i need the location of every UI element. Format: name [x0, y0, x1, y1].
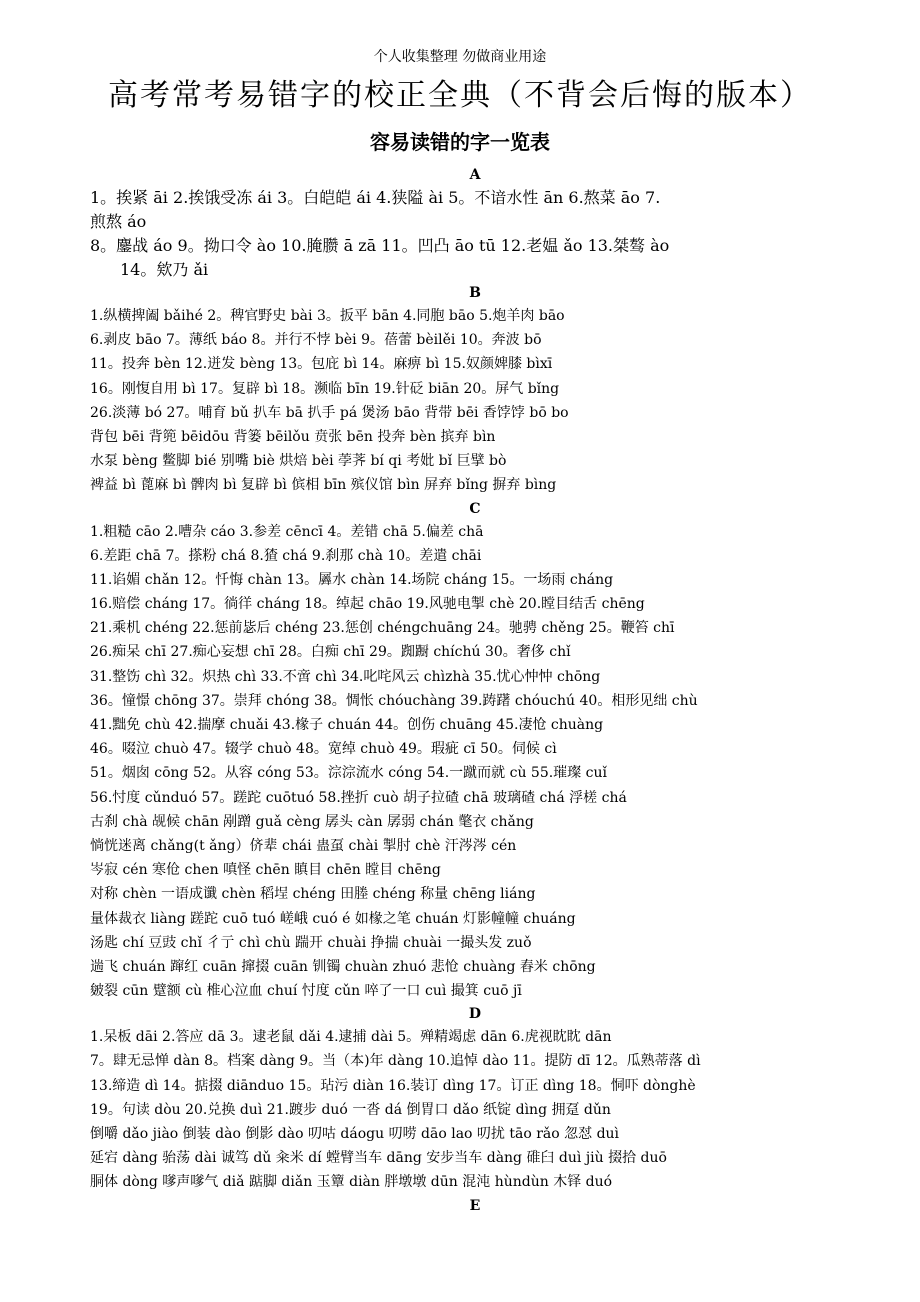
list-row: 19。句读 dòu 20.兑换 duì 21.踱步 duó 一沓 dá 倒胃口 dǎo 纸锭 dìng 拥趸 dǔn	[90, 1101, 611, 1118]
list-row: 6.剥皮 bāo 7。薄纸 báo 8。并行不悖 bèi 9。蓓蕾 bèilěi 10。奔波 bō	[90, 332, 542, 349]
list-row: 16。刚愎自用 bì 17。复辟 bì 18。濒临 bīn 19.针砭 biān 20。屏气 bǐng	[90, 380, 560, 397]
list-row: 26.淡薄 bó 27。哺育 bǔ 扒车 bā 扒手 pá 煲汤 bāo 背带 bēi 香饽饽 bō bo	[90, 404, 569, 421]
list-row: 对称 chèn 一语成谶 chèn 稻埕 chéng 田塍 chéng 称量 chēng liáng	[90, 886, 536, 903]
list-row: 36。憧憬 chōng 37。崇拜 chóng 38。惆怅 chóuchàng 39.踌躇 chóuchú 40。相形见绌 chù	[90, 692, 698, 709]
list-row: 胴体 dòng 嗲声嗲气 diǎ 踮脚 diǎn 玉簟 diàn 胖墩墩 dūn 混沌 hùndùn 木铎 duó	[90, 1174, 613, 1191]
section-heading: B	[469, 285, 481, 301]
list-row: 56.忖度 cǔnduó 57。蹉跎 cuōtuó 58.挫折 cuò 胡子拉碴 chā 玻璃碴 chá 浮槎 chá	[90, 789, 627, 806]
section-heading: A	[469, 167, 481, 183]
list-row: 26.痴呆 chī 27.痴心妄想 chī 28。白痴 chī 29。踟蹰 chíchú 30。奢侈 chǐ	[90, 644, 571, 661]
list-row: 21.乘机 chéng 22.惩前毖后 chéng 23.惩创 chéngchuāng 24。驰骋 chěng 25。鞭笞 chī	[90, 620, 675, 637]
list-row: 11。投奔 bèn 12.迸发 bèng 13。包庇 bì 14。麻痹 bì 15.奴颜婢膝 bìxī	[90, 356, 553, 373]
section-c	[90, 498, 860, 1004]
list-row: 14。欸乃 ǎi	[120, 260, 209, 279]
section-e	[90, 1195, 860, 1217]
section-heading: D	[468, 1006, 482, 1023]
list-row: 13.缔造 dì 14。掂掇 diānduo 15。玷污 diàn 16.装订 dìng 17。订正 dìng 18。恫吓 dònghè	[90, 1077, 696, 1094]
list-row: 遄飞 chuán 蹿红 cuān 撺掇 cuān 钏镯 chuàn zhuó 悲怆 chuàng 舂米 chōng	[90, 958, 596, 975]
list-row: 延宕 dàng 骀荡 dài 诚笃 dǔ 籴米 dí 螳臂当车 dāng 安步当车 dàng 碓臼 duì jiù 掇拾 duō	[90, 1150, 667, 1167]
section-b	[90, 282, 860, 498]
list-row: 1.纵横捭阖 bǎihé 2。稗官野史 bài 3。扳平 bān 4.同胞 bāo 5.炮羊肉 bāo	[90, 308, 565, 324]
list-row: 皴裂 cūn 躄额 cù 椎心泣血 chuí 忖度 cǔn 啐了一口 cuì 撮箕 cuō jī	[90, 983, 522, 1000]
list-row: 背包 bēi 背篼 bēidōu 背篓 bēilǒu 贲张 bēn 投奔 bèn 摈弃 bìn	[90, 428, 496, 445]
section-heading: E	[469, 1197, 481, 1214]
list-row: 8。鏖战 áo 9。拗口令 ào 10.腌臜 ā zā 11。凹凸 āo tū 12.老媪 ǎo 13.桀骜 ào	[90, 236, 670, 255]
list-row: 裨益 bì 蓖麻 bì 髀肉 bì 复辟 bì 傧相 bīn 殡仪馆 bìn 屏弃 bǐng 摒弃 bìng	[90, 477, 557, 494]
page-title: 高考常考易错字的校正全典（不背会后悔的版本）	[108, 78, 812, 113]
list-row: 46。啜泣 chuò 47。辍学 chuò 48。宽绰 chuò 49。瑕疵 cī 50。伺候 cì	[90, 741, 557, 758]
list-row: 1.粗糙 cāo 2.嘈杂 cáo 3.参差 cēncī 4。差错 chā 5.偏差 chā	[90, 523, 484, 540]
page-subtitle: 容易读错的字一览表	[370, 130, 550, 154]
list-row: 倒嚼 dǎo jiào 倒装 dào 倒影 dào 叨咕 dáogu 叨唠 dāo lao 叨扰 tāo rǎo 忽怼 duì	[90, 1126, 620, 1142]
header-note: 个人收集整理 勿做商业用途	[373, 49, 547, 65]
list-row: 汤匙 chí 豆豉 chǐ 彳亍 chì chù 踹开 chuài 挣揣 chuài 一撮头发 zuǒ	[90, 934, 532, 951]
list-row: 古刹 chà 觇候 chān 剐蹭 guǎ cèng 孱头 càn 孱弱 chán 氅衣 chǎng	[90, 813, 534, 830]
list-row: 惝恍迷离 chǎng(t ǎng）侪辈 chái 蛊虿 chài 掣肘 chè 汗涔涔 cén	[90, 837, 517, 854]
section-heading: C	[469, 500, 481, 517]
list-row: 7。肆无忌惮 dàn 8。档案 dàng 9。当（本)年 dàng 10.追悼 dào 11。提防 dī 12。瓜熟蒂落 dì	[90, 1053, 701, 1070]
section-a	[90, 164, 860, 282]
list-row: 1.呆板 dāi 2.答应 dā 3。逮老鼠 dǎi 4.逮捕 dài 5。殚精竭虑 dān 6.虎视眈眈 dān	[90, 1029, 612, 1046]
list-row: 6.差距 chā 7。搽粉 chá 8.猹 chá 9.刹那 chà 10。差遣 chāi	[90, 547, 482, 564]
list-row: 水泵 bèng 鳖脚 bié 别嘴 biè 烘焙 bèi 荸荠 bí qi 考妣 bǐ 巨擘 bò	[90, 453, 507, 470]
list-row: 31.整饬 chì 32。炽热 chì 33.不啻 chì 34.叱咤风云 chìzhà 35.忧心忡忡 chōng	[90, 668, 601, 685]
list-row: 煎熬 áo	[90, 212, 147, 231]
list-row: 11.谄媚 chǎn 12。忏悔 chàn 13。羼水 chàn 14.场院 cháng 15。一场雨 cháng	[90, 571, 614, 588]
list-row: 41.黜免 chù 42.揣摩 chuǎi 43.椽子 chuán 44。创伤 chuāng 45.凄怆 chuàng	[90, 717, 604, 733]
list-row: 16.赔偿 cháng 17。徜徉 cháng 18。绰起 chāo 19.风驰电掣 chè 20.瞠目结舌 chēng	[90, 596, 645, 613]
list-row: 1。挨紧 āi 2.挨饿受冻 ái 3。白皑皑 ái 4.狭隘 ài 5。不谙水性 ān 6.熬菜 āo 7.	[90, 188, 661, 207]
list-row: 量体裁衣 liàng 蹉跎 cuō tuó 嵯峨 cuó é 如椽之笔 chuán 灯影幢幢 chuáng	[90, 910, 576, 927]
word-list-body	[90, 164, 860, 1217]
list-row: 岑寂 cén 寒伧 chen 嗔怪 chēn 瞋目 chēn 瞠目 chēng	[90, 862, 441, 879]
section-d	[90, 1003, 860, 1194]
list-row: 51。烟囱 cōng 52。从容 cóng 53。淙淙流水 cóng 54.一蹴而就 cù 55.璀璨 cuǐ	[90, 765, 607, 782]
